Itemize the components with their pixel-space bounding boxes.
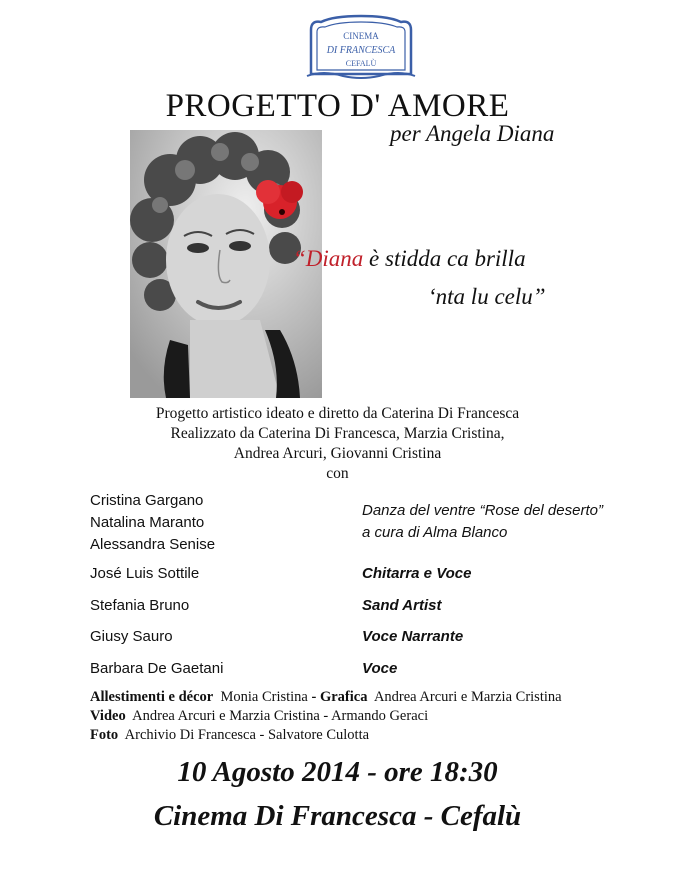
dance-group-role (362, 502, 603, 519)
credit-line: Andrea Arcuri, Giovanni Cristina (233, 445, 442, 462)
credit-line: con (326, 465, 349, 482)
quote-line-1-rest: è stidda ca brilla (363, 246, 526, 271)
quote-name: Diana (305, 246, 364, 271)
role-label: Danza del ventre “Rose del deserto” (362, 502, 603, 519)
cinema-logo (303, 14, 419, 80)
event-date: 10 Agosto 2014 - ore 18:30 (177, 756, 498, 788)
quote-line-1: “Diana è stidda ca brilla (293, 246, 526, 271)
performer-role: Sand Artist (362, 597, 442, 614)
performer-role: Voce Narrante (362, 628, 464, 645)
performer-name: Natalina Maranto (90, 514, 205, 531)
performer-name: Giusy Sauro (90, 628, 173, 645)
poster-title: PROGETTO D' AMORE (165, 88, 510, 124)
performer-name: José Luis Sottile (90, 565, 200, 582)
poster-subtitle: per Angela Diana (390, 121, 555, 146)
performer-name: Stefania Bruno (90, 597, 190, 614)
performer-name: Alessandra Senise (90, 536, 216, 553)
staff-block (90, 688, 562, 745)
performer-role: Voce (362, 660, 398, 677)
credit-line: Progetto artistico ideato e diretto da Caterina Di Francesca (155, 405, 520, 422)
performer-name: Cristina Gargano (90, 492, 204, 509)
logo-line1: CINEMA (343, 31, 379, 41)
credit-line: Realizzato da Caterina Di Francesca, Marzia Cristina, (170, 425, 505, 442)
dance-group-names (90, 490, 215, 556)
staff-line: Allestimenti e décor Monia Cristina - Grafica Andrea Arcuri e Marzia Cristina (90, 689, 562, 705)
logo-line2: DI FRANCESCA (326, 45, 396, 56)
credits-block (0, 404, 675, 484)
event-venue: Cinema Di Francesca - Cefalù (153, 800, 522, 832)
quote-line-2: ‘nta lu celu” (428, 284, 546, 309)
performer-role: Chitarra e Voce (362, 565, 472, 582)
staff-line: Foto Archivio Di Francesca - Salvatore Culotta (90, 727, 370, 743)
performer-name: Barbara De Gaetani (90, 660, 224, 677)
dance-group-note: a cura di Alma Blanco (362, 524, 508, 541)
staff-line: Video Andrea Arcuri e Marzia Cristina - Armando Geraci (90, 708, 429, 724)
logo-line3: CEFALÙ (345, 59, 377, 68)
